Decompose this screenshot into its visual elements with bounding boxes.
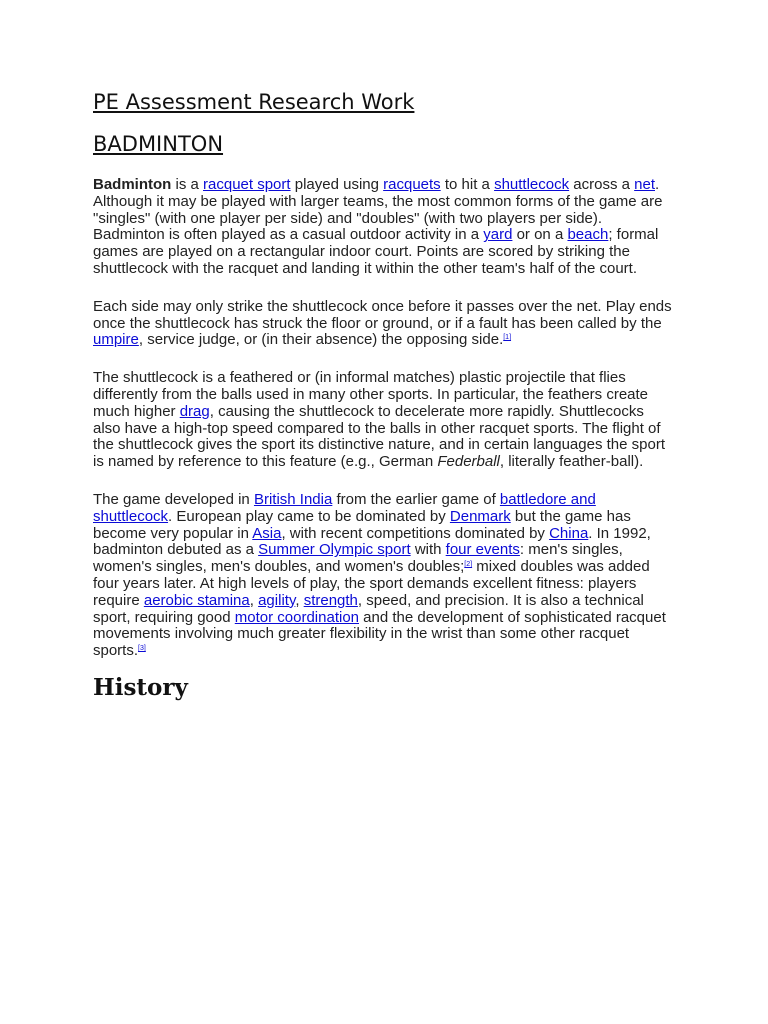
text-run: , with recent competitions dominated by xyxy=(281,524,550,542)
link-aerobic-stamina[interactable]: aerobic stamina xyxy=(143,591,250,609)
link-net[interactable]: net xyxy=(634,176,655,193)
rules-paragraph xyxy=(93,299,675,349)
development-paragraph xyxy=(93,492,675,660)
reference-2 xyxy=(464,561,472,568)
reference-1-link[interactable]: [1] xyxy=(503,334,512,342)
document-title: PE Assessment Research Work xyxy=(93,90,415,114)
text-run: across a xyxy=(569,176,635,193)
text-run: : men's singles, women's singles, men's doubles, and women's doubles; xyxy=(93,541,623,576)
text-run: , xyxy=(249,591,259,609)
text-run: played using xyxy=(290,176,384,193)
link-british-india[interactable]: British India xyxy=(253,490,333,508)
link-racquet-sport[interactable]: racquet sport xyxy=(203,176,291,193)
reference-2-link[interactable]: [2] xyxy=(464,561,473,569)
text-run: The shuttlecock is a feathered or (in informal matches) plastic projectile that flies differently from the balls used in many other sports. In particular, the feathers create much higher xyxy=(93,369,649,420)
link-asia[interactable]: Asia xyxy=(252,524,282,542)
link-china[interactable]: China xyxy=(549,524,589,542)
intro-paragraph xyxy=(93,177,675,278)
link-yard[interactable]: yard xyxy=(483,226,513,244)
text-run: or on a xyxy=(512,226,568,244)
text-run: ; formal games are played on a rectangular indoor court. Points are scored by striking the shuttlecock with the racquet and landing it within the other team's half of the court. xyxy=(93,226,659,277)
link-racquets[interactable]: racquets xyxy=(383,176,441,193)
document-page xyxy=(93,86,675,703)
text-run: . Although it may be played with larger teams, the most common forms of the game are "singles" (with one player per side) and "doubles" (with two players per side). Badminton is often played as a casual outdoor activity in a xyxy=(93,176,663,244)
link-battledore[interactable]: battledore and shuttlecock xyxy=(93,490,596,525)
text-run: . European play came to be dominated by xyxy=(168,507,450,525)
bold-term: Badminton xyxy=(93,176,172,193)
shuttlecock-paragraph xyxy=(93,370,675,471)
link-four-events[interactable]: four events xyxy=(445,541,520,559)
text-run: but the game has become very popular in xyxy=(93,507,631,542)
text-run: with xyxy=(410,541,446,559)
section-heading-history: History xyxy=(93,673,188,701)
link-motor-coordination[interactable]: motor coordination xyxy=(234,608,359,626)
text-run: to hit a xyxy=(440,176,495,193)
reference-3 xyxy=(138,645,146,652)
link-beach[interactable]: beach xyxy=(567,226,609,244)
text-run: , service judge, or (in their absence) the opposing side. xyxy=(138,331,504,349)
link-agility[interactable]: agility xyxy=(258,591,296,609)
text-run: , speed, and precision. It is also a technical sport, requiring good xyxy=(93,591,644,626)
italic-term: Federball xyxy=(437,453,500,471)
text-run: Each side may only strike the shuttlecock once before it passes over the net. Play ends once the shuttlecock has struck the floor or ground, or if a fault has been called by the xyxy=(93,297,672,332)
link-strength[interactable]: strength xyxy=(303,591,358,609)
text-run: , literally feather-ball). xyxy=(499,453,644,471)
text-run: . In 1992, badminton debuted as a xyxy=(93,524,651,559)
text-run: , xyxy=(295,591,304,609)
text-run: is a xyxy=(171,176,204,193)
document-subtitle: BADMINTON xyxy=(93,132,224,156)
text-run: , causing the shuttlecock to decelerate more rapidly. Shuttlecocks also have a high-top speed compared to the balls in other racquet sports. The flight of the shuttlecock gives the sport its distinctive nature, and in certain languages the sport is named by reference to this feature (e.g., German xyxy=(93,402,665,471)
text-run: from the earlier game of xyxy=(332,490,500,508)
link-umpire[interactable]: umpire xyxy=(93,331,139,349)
link-summer-olympic-sport[interactable]: Summer Olympic sport xyxy=(258,541,411,559)
text-run: mixed doubles was added four years later. At high levels of play, the sport demands excellent fitness: players require xyxy=(93,558,650,609)
link-denmark[interactable]: Denmark xyxy=(449,507,511,525)
link-drag[interactable]: drag xyxy=(179,402,210,420)
text-run: and the development of sophisticated racquet movements involving much greater flexibility in the wrist than some other racquet sports. xyxy=(93,608,666,660)
text-run: The game developed in xyxy=(93,490,254,508)
link-shuttlecock[interactable]: shuttlecock xyxy=(494,176,570,193)
reference-1 xyxy=(503,334,511,341)
reference-3-link[interactable]: [3] xyxy=(138,645,146,653)
